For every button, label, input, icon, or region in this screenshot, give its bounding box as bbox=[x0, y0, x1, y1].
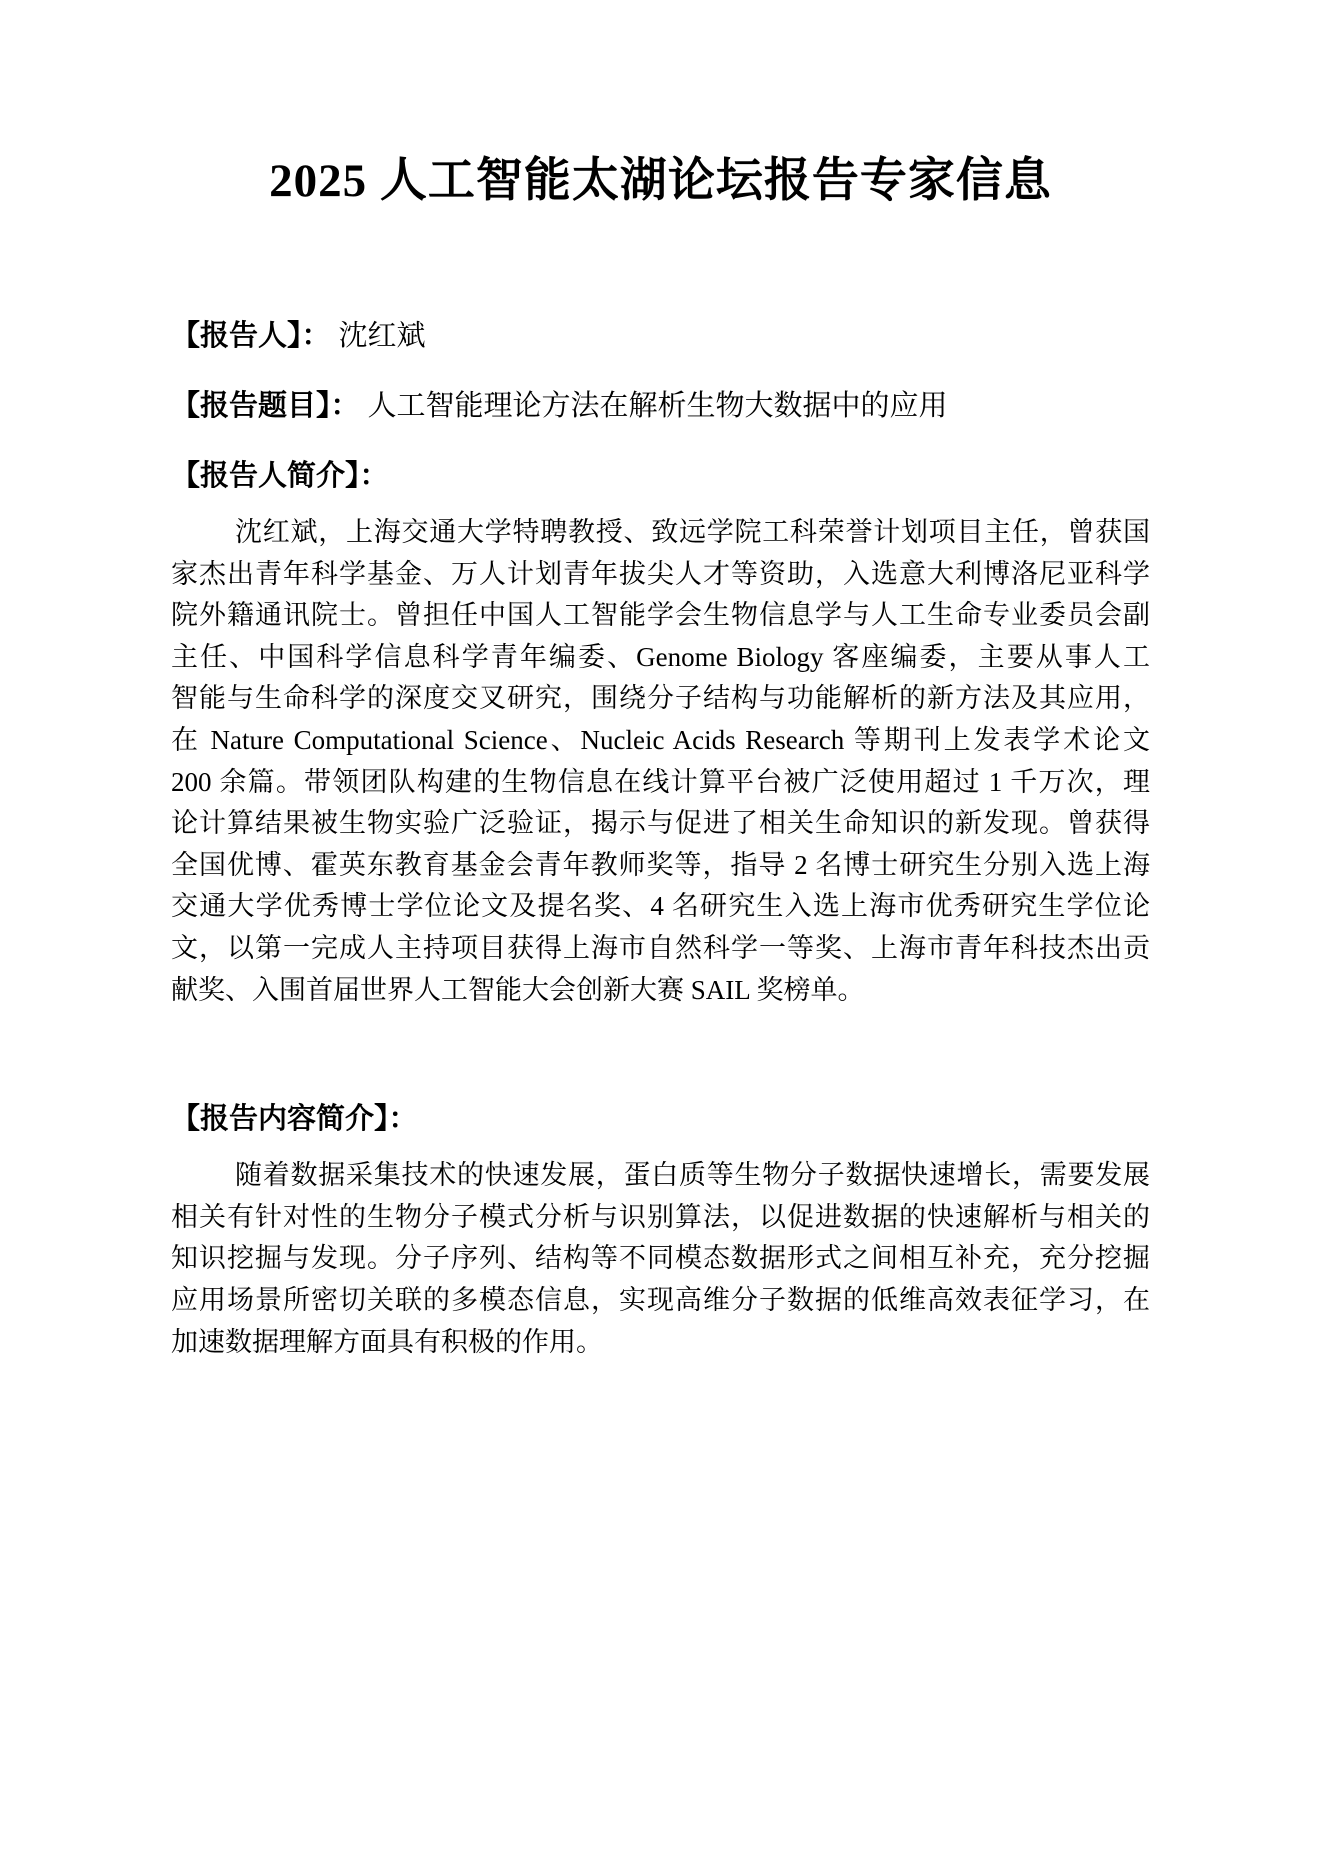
topic-value: 人工智能理论方法在解析生物大数据中的应用 bbox=[367, 390, 948, 422]
paragraph-line: 应用场景所密切关联的多模态信息，实现高维分子数据的低维高效表征学习，在 bbox=[171, 1284, 1150, 1315]
page-title: 2025 人工智能太湖论坛报告专家信息 bbox=[269, 155, 1052, 207]
paragraph-line: 沈红斌，上海交通大学特聘教授、致远学院工科荣誉计划项目主任，曾获国 bbox=[235, 517, 1150, 547]
paragraph-line: 论计算结果被生物实验广泛验证，揭示与促进了相关生命知识的新发现。曾获得 bbox=[171, 808, 1150, 839]
paragraph-line: 院外籍通讯院士。曾担任中国人工智能学会生物信息学与人工生命专业委员会副 bbox=[171, 600, 1150, 631]
paragraph-line: 加速数据理解方面具有积极的作用。 bbox=[171, 1326, 603, 1357]
topic-label: 【报告题目】： bbox=[171, 390, 360, 422]
speaker-line bbox=[171, 314, 1150, 358]
content-heading: 【报告内容简介】： bbox=[171, 1103, 418, 1136]
paragraph-line: 知识挖掘与发现。分子序列、结构等不同模态数据形式之间相互补充，充分挖掘 bbox=[171, 1243, 1150, 1274]
paragraph-line: 在 Nature Computational Science、Nucleic Acids Research 等期刊上发表学术论文 bbox=[171, 724, 1150, 755]
content-paragraph bbox=[171, 1155, 1150, 1363]
paragraph-line: 家杰出青年科学基金、万人计划青年拔尖人才等资助，入选意大利博洛尼亚科学 bbox=[171, 558, 1150, 589]
paragraph-line: 交通大学优秀博士学位论文及提名奖、4 名研究生入选上海市优秀研究生学位论 bbox=[171, 891, 1150, 922]
bio-heading: 【报告人简介】： bbox=[171, 460, 389, 492]
speaker-value: 沈红斌 bbox=[338, 320, 426, 352]
bio-paragraph bbox=[171, 512, 1150, 1011]
paragraph-line: 主任、中国科学信息科学青年编委、Genome Biology 客座编委，主要从事人工 bbox=[171, 641, 1150, 672]
paragraph-line: 相关有针对性的生物分子模式分析与识别算法，以促进数据的快速解析与相关的 bbox=[171, 1201, 1150, 1232]
topic-line bbox=[171, 384, 1150, 428]
paragraph-line: 200 余篇。带领团队构建的生物信息在线计算平台被广泛使用超过 1 千万次，理 bbox=[171, 766, 1150, 797]
paragraph-line: 文，以第一完成人主持项目获得上海市自然科学一等奖、上海市青年科技杰出贡 bbox=[171, 932, 1150, 963]
paragraph-line: 随着数据采集技术的快速发展，蛋白质等生物分子数据快速增长，需要发展 bbox=[235, 1160, 1150, 1191]
paragraph-line: 全国优博、霍英东教育基金会青年教师奖等，指导 2 名博士研究生分别入选上海 bbox=[171, 849, 1150, 880]
speaker-label: 【报告人】： bbox=[171, 320, 331, 352]
paragraph-line: 献奖、入围首届世界人工智能大会创新大赛 SAIL 奖榜单。 bbox=[171, 974, 865, 1005]
paragraph-line: 智能与生命科学的深度交叉研究，围绕分子结构与功能解析的新方法及其应用， bbox=[171, 683, 1150, 714]
